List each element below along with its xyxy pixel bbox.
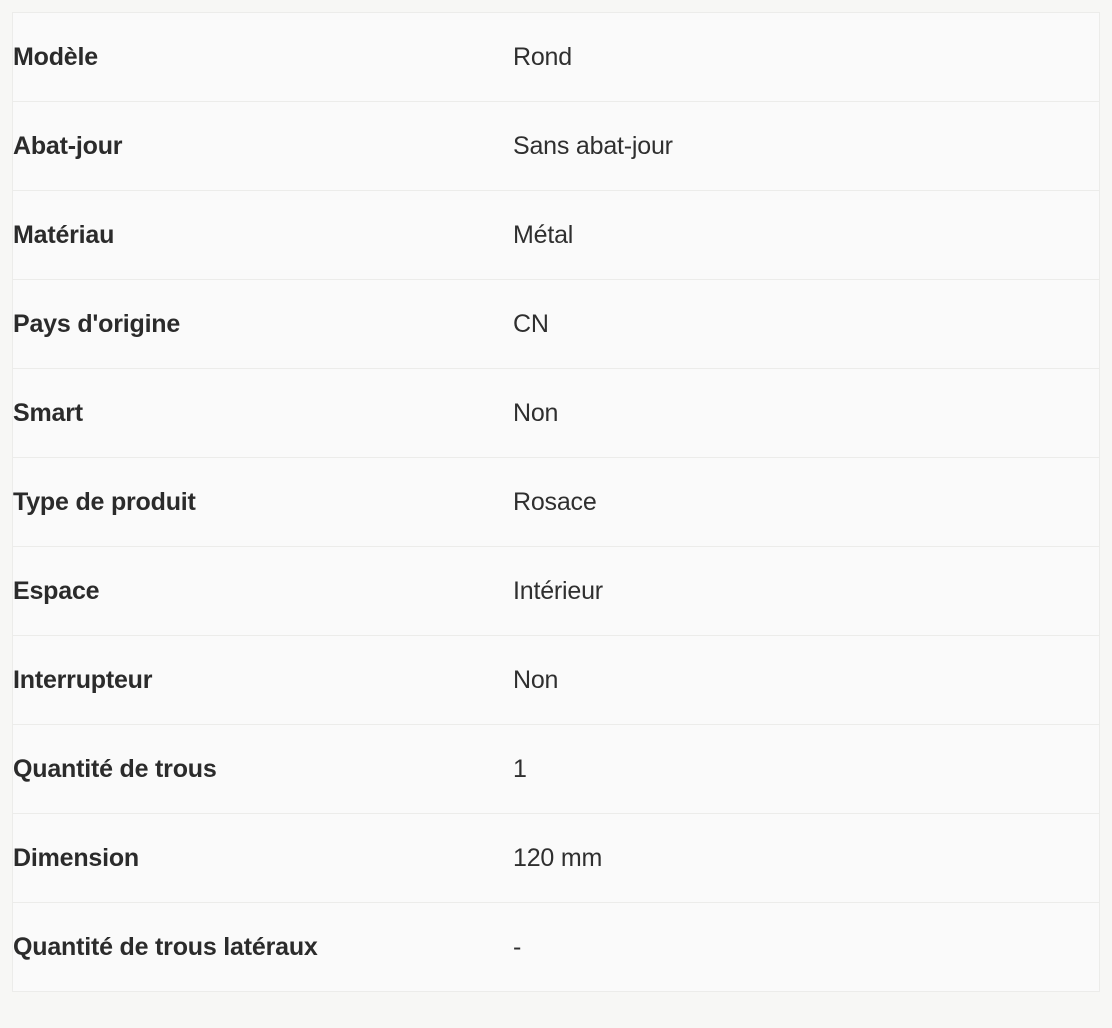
spec-label: Espace xyxy=(13,576,100,605)
spec-value: Rond xyxy=(513,42,572,71)
table-row xyxy=(13,814,1100,903)
spec-value: Intérieur xyxy=(513,576,603,605)
spec-value: - xyxy=(513,932,522,961)
spec-label: Quantité de trous latéraux xyxy=(13,932,318,961)
spec-label: Matériau xyxy=(13,220,115,249)
table-row xyxy=(13,102,1100,191)
table-row xyxy=(13,458,1100,547)
spec-label: Interrupteur xyxy=(13,665,153,694)
spec-value: Non xyxy=(513,398,559,427)
spec-value: 120 mm xyxy=(513,843,603,872)
table-row xyxy=(13,725,1100,814)
spec-value: Rosace xyxy=(513,487,597,516)
table-row xyxy=(13,636,1100,725)
specifications-table xyxy=(12,12,1100,992)
table-row xyxy=(13,13,1100,102)
table-row xyxy=(13,547,1100,636)
spec-value: Métal xyxy=(513,220,574,249)
spec-label: Smart xyxy=(13,398,83,427)
table-row xyxy=(13,903,1100,992)
spec-value: CN xyxy=(513,309,549,338)
spec-label: Quantité de trous xyxy=(13,754,217,783)
table-row xyxy=(13,191,1100,280)
table-row xyxy=(13,369,1100,458)
spec-label: Pays d'origine xyxy=(13,309,181,338)
spec-value: Non xyxy=(513,665,559,694)
spec-value: 1 xyxy=(513,754,527,783)
spec-label: Modèle xyxy=(13,42,98,71)
spec-label: Type de produit xyxy=(13,487,196,516)
table-row xyxy=(13,280,1100,369)
spec-label: Dimension xyxy=(13,843,139,872)
spec-value: Sans abat-jour xyxy=(513,131,673,160)
spec-label: Abat-jour xyxy=(13,131,123,160)
specifications-table-body xyxy=(13,13,1100,992)
